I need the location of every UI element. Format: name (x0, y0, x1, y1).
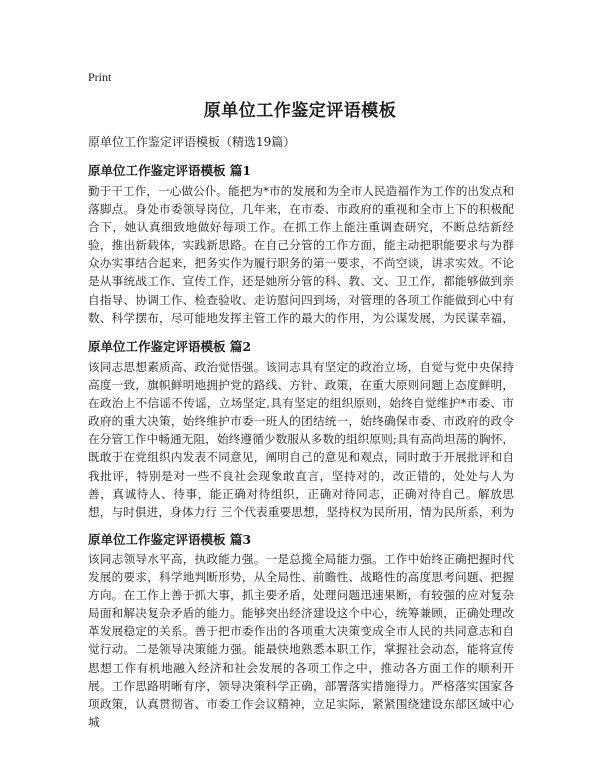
print-link[interactable]: Print (88, 70, 112, 84)
section-heading-1: 原单位工作鉴定评语模板 篇1 (88, 163, 252, 178)
section-heading-3: 原单位工作鉴定评语模板 篇3 (88, 532, 252, 547)
section-body-2: 该同志思想素质高、政治觉悟强。该同志具有坚定的政治立场，自觉与党中央保持高度一致，旗帜鲜明地拥护党的路线、方针、政策，在重大原则问题上态度鲜明，在政治上不信谣不传谣，立场坚定,具有坚定的组织原则，始终自觉维护*市委、市政府的重大决策，始终维护市委一班人的团结统一，始终确保市委、市政府的政令在分管工作中畅通无阻，始终遵循少数服从多数的组织原则;具有高尚坦荡的胸怀，既敢于在党组织内发表不同意见，阐明自己的意见和观点，同时敢于开展批评和自我批评，特别是对一些不良社会现象敢直言，坚持对的，改正错的，处处与人为善，真诚待人、待事，能正确对待组织，正确对待同志，正确对待自己。解放思想，与时俱进，身体力行 三个代表重要思想，坚持权为民所用，情为民所系，利为 (88, 360, 514, 519)
section-heading-2: 原单位工作鉴定评语模板 篇2 (88, 339, 252, 354)
section-body-3: 该同志领导水平高，执政能力强。一是总揽全局能力强。工作中始终正确把握时代发展的要求，科学地判断形势，从全局性、前瞻性、战略性的高度思考问题、把握方向。在工作上善于抓大事，抓主要矛盾，处理问题迅速果断，有较强的应对复杂局面和解决复杂矛盾的能力。能够突出经济建设这个中心，统筹兼顾，正确处理改革发展稳定的关系。善于把市委作出的各项重大决策变成全市人民的共同意志和自觉行动。二是领导决策能力强。能最快地熟悉本职工作，掌握社会动态，能将宣传思想工作有机地融入经济和社会发展的各项工作之中，推动各方面工作的顺利开展。工作思路明晰有序，领导决策科学正确，部署落实措施得力。严格落实国家各项政策，认真贯彻省、市委工作会议精神，立足实际，紧紧围绕建设东部区域中心城 (88, 552, 514, 729)
section-body-1: 勤于干工作，一心做公仆。能把为*市的发展和为全市人民造福作为工作的出发点和落脚点。身处市委领导岗位，几年来，在市委、市政府的重视和全市上下的积极配合下，她认真细致地做好每项工作。在抓工作上能注重调查研究，不断总结新经验，推出新载体，实践新思路。在自己分管的工作方面，能主动把职能要求与为群众办实事结合起来，把务实作为履行职务的第一要求，不尚空谈，讲求实效。不论是从事统战工作、宣传工作，还是她所分管的科、教、文、卫工作，都能够做到亲自指导、协调工作、检查验收、走访慰问四到场，对管理的各项工作能做到心中有数、科学摆布，尽可能地发挥主管工作的最大的作用，为公谋发展，为民谋幸福， (88, 184, 514, 325)
document-title: 原单位工作鉴定评语模板 (203, 101, 397, 121)
document-subtitle: 原单位工作鉴定评语模板（精选19篇） (88, 135, 296, 149)
